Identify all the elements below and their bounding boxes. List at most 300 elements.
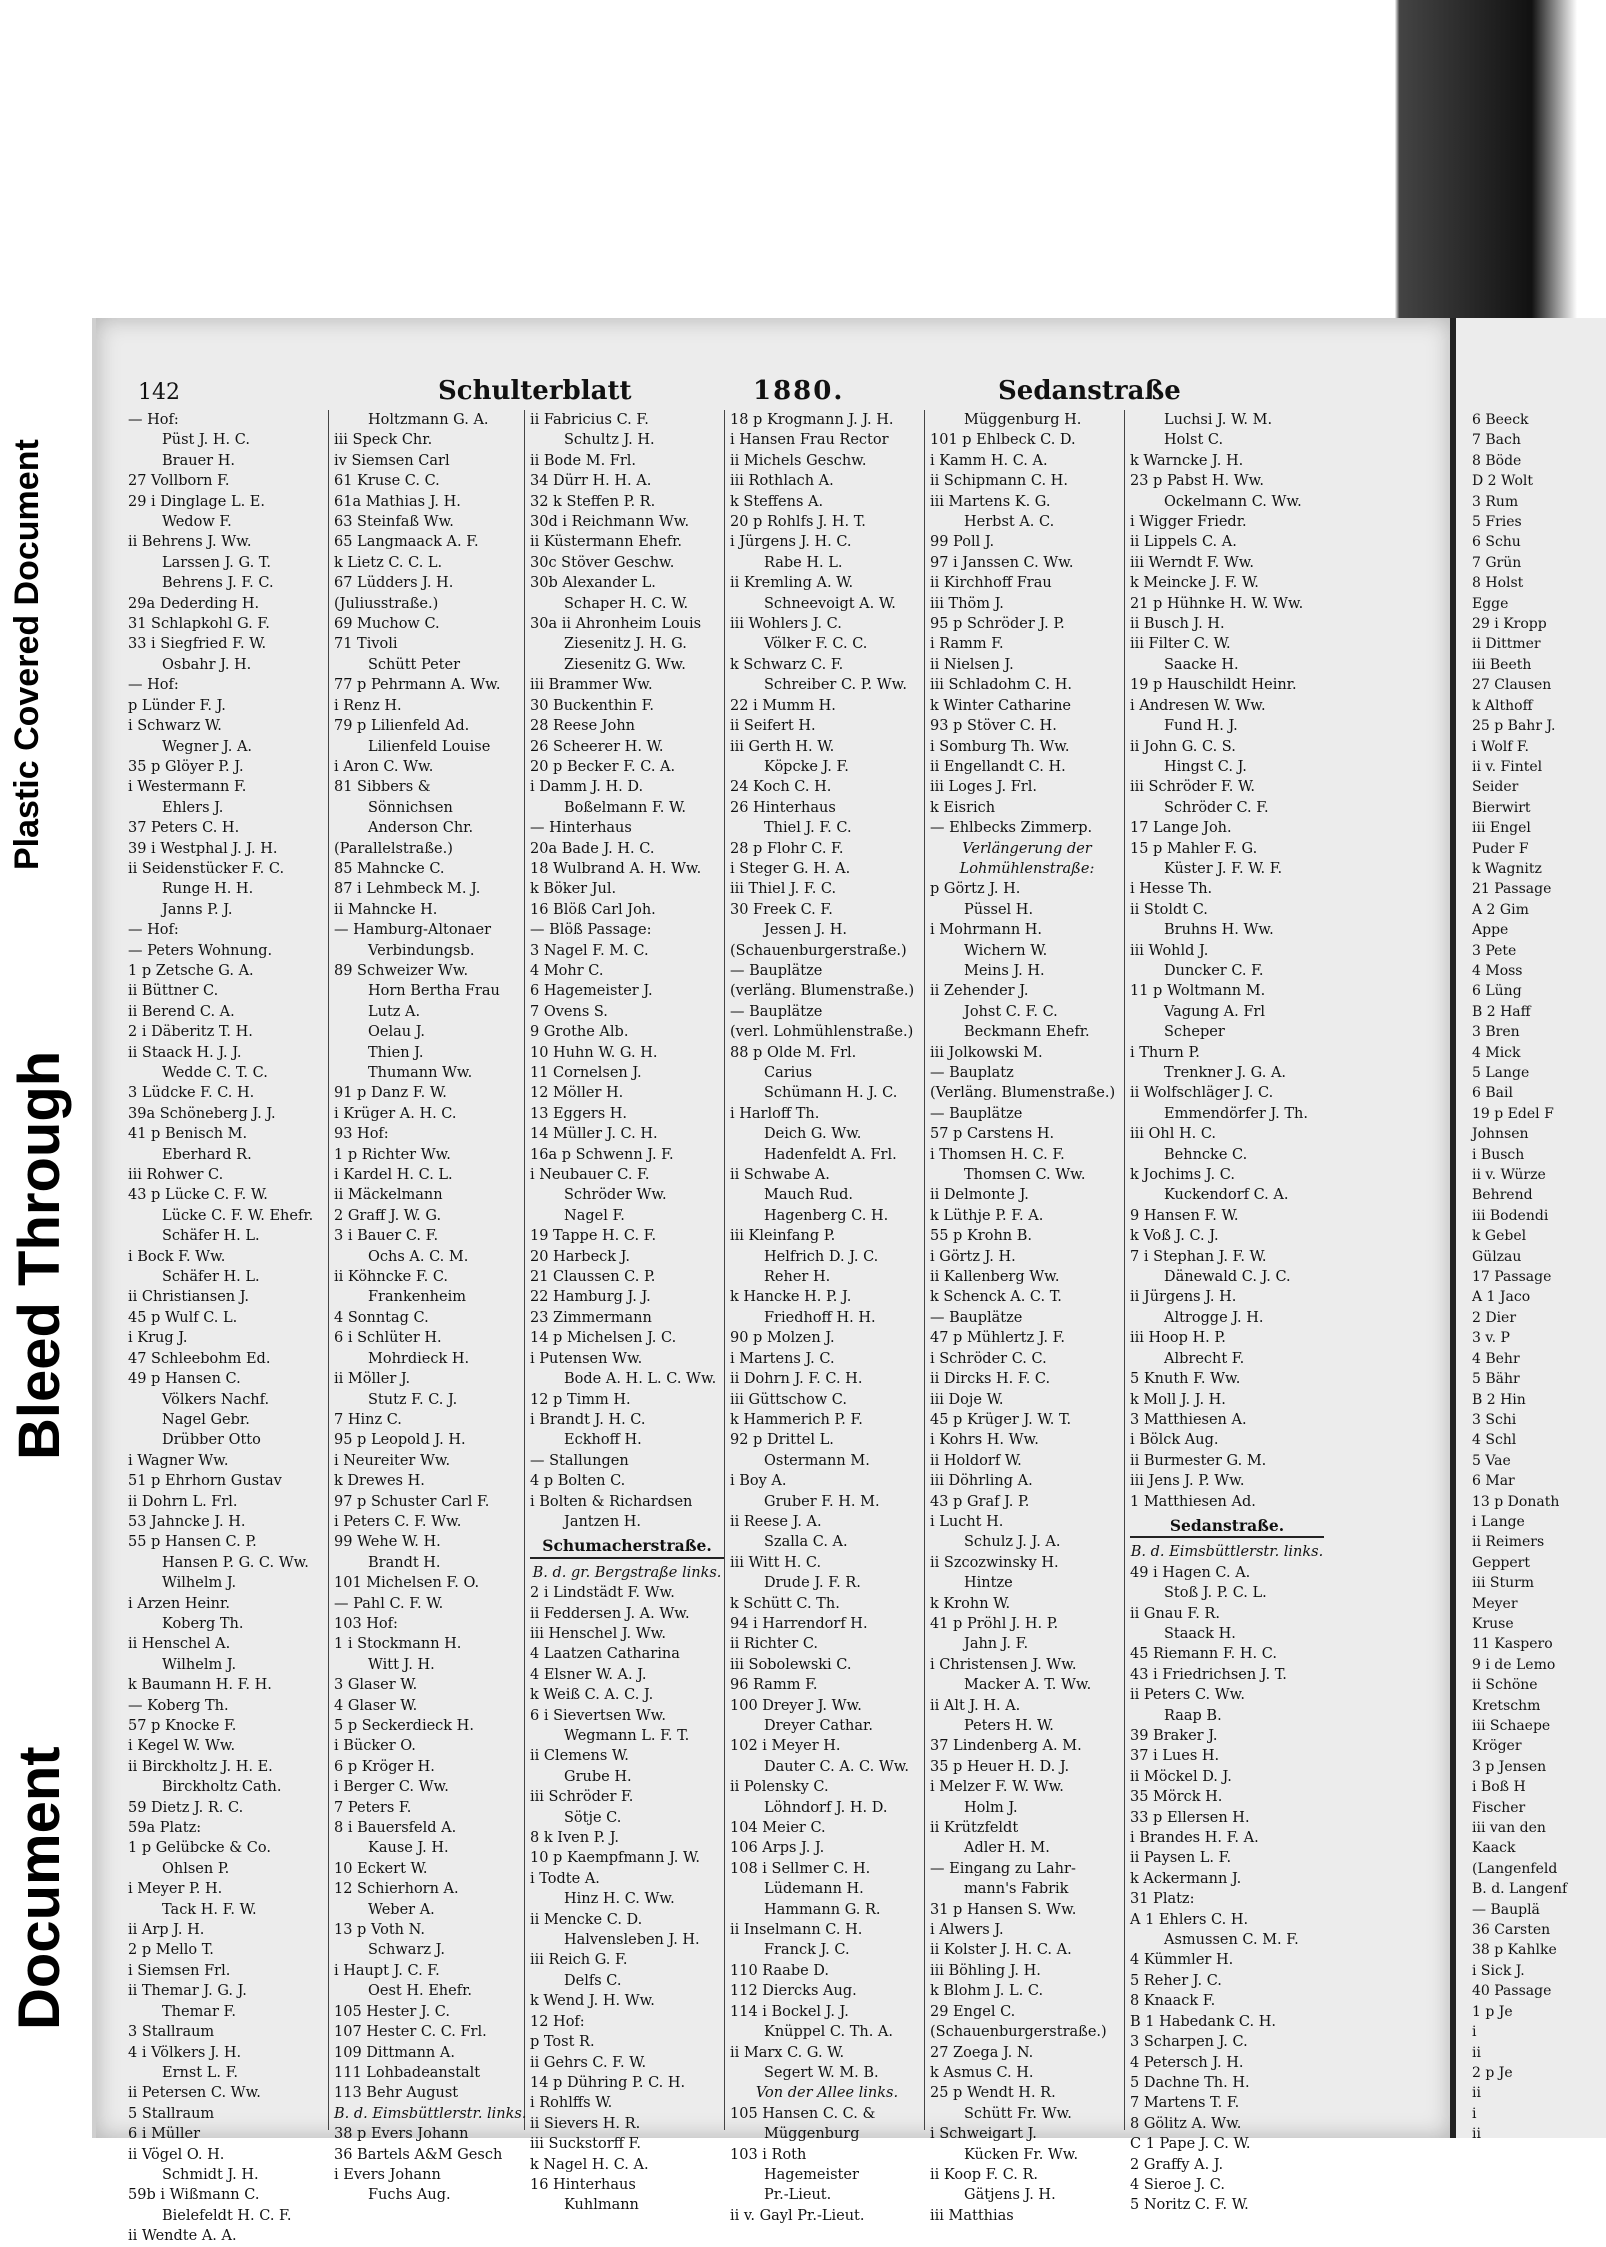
- directory-entry: 35 Mörck H.: [1130, 1789, 1223, 1806]
- adjacent-entry: Gülzau: [1472, 1248, 1522, 1265]
- directory-entry: 35 p Glöyer P. J.: [128, 758, 244, 775]
- directory-entry: 101 Michelsen F. O.: [334, 1575, 480, 1592]
- directory-entry: k Schenck A. C. T.: [930, 1289, 1062, 1306]
- directory-entry: Scheper: [1164, 1024, 1225, 1041]
- directory-entry: 39 i Westphal J. J. H.: [128, 840, 278, 857]
- directory-entry: Themar F.: [162, 2003, 236, 2020]
- section-note: Von der Allee links.: [755, 2085, 899, 2102]
- directory-entry: iii Witt H. C.: [730, 1554, 822, 1571]
- directory-entry: ii Marx C. G. W.: [730, 2044, 845, 2061]
- directory-entry: 23 p Pabst H. Ww.: [1130, 473, 1264, 490]
- directory-entry: k Hammerich P. F.: [730, 1411, 863, 1428]
- directory-entry: 71 Tivoli: [334, 636, 398, 653]
- directory-entry: Runge H. H.: [162, 881, 254, 898]
- directory-entry: Behncke C.: [1164, 1146, 1248, 1163]
- directory-entry: Hadenfeldt A. Frl.: [764, 1146, 897, 1163]
- directory-entry: 19 Tappe H. C. F.: [530, 1228, 657, 1245]
- directory-entry: 59b i Wißmann C.: [128, 2187, 260, 2204]
- adjacent-entry: ii Reimers: [1472, 1534, 1545, 1551]
- directory-entry: ii Schipmann C. H.: [930, 473, 1068, 490]
- directory-entry: Halvensleben J. H.: [564, 1932, 700, 1949]
- directory-entry: Müggenburg H.: [964, 412, 1082, 428]
- directory-entry: Peters H. W.: [964, 1718, 1054, 1734]
- directory-entry: Adler H. M.: [964, 1840, 1050, 1857]
- directory-entry: 14 Müller J. C. H.: [530, 1126, 658, 1143]
- directory-entry: 104 Meier C.: [730, 1820, 826, 1837]
- directory-entry: 14 p Michelsen J. C.: [530, 1330, 677, 1347]
- adjacent-entry: 3 Schi: [1472, 1411, 1517, 1428]
- directory-entry: 57 p Carstens H.: [930, 1126, 1055, 1143]
- directory-entry: — Hof:: [128, 677, 179, 694]
- directory-entry: 90 p Molzen J.: [730, 1330, 835, 1347]
- directory-entry: iii Böhling J. H.: [930, 1962, 1041, 1979]
- adjacent-entry: 21 Passage: [1472, 881, 1552, 898]
- directory-entry: Hammann G. R.: [764, 1901, 881, 1918]
- directory-entry: ii Nielsen J.: [930, 656, 1014, 673]
- directory-entry: Saacke H.: [1164, 656, 1239, 673]
- directory-entry: 99 Poll J.: [930, 534, 995, 551]
- directory-entry: Boßelmann F. W.: [564, 799, 686, 816]
- directory-entry: ii Mahncke H.: [334, 901, 438, 918]
- directory-entry: Mauch Rud.: [764, 1187, 854, 1204]
- directory-entry: 2 Graffy A. J.: [1130, 2156, 1224, 2173]
- directory-entry: 37 Peters C. H.: [128, 820, 240, 837]
- directory-entry: k Ackermann J.: [1130, 1870, 1242, 1887]
- page-header: [128, 376, 1188, 412]
- directory-entry: Hintze: [964, 1575, 1013, 1592]
- directory-entry: p Lünder F. J.: [128, 697, 226, 714]
- directory-entry: ii Schwabe A.: [730, 1167, 830, 1184]
- directory-entry: (Schauenburgerstraße.): [730, 942, 907, 959]
- directory-entry: Szalla C. A.: [764, 1534, 848, 1551]
- directory-entry: Gruber F. H. M.: [764, 1493, 880, 1510]
- directory-entry: Bielefeldt H. C. F.: [162, 2207, 292, 2224]
- directory-entry: ii Engellandt C. H.: [930, 758, 1066, 775]
- directory-entry: i Neureiter Ww.: [334, 1452, 451, 1469]
- adjacent-entry: Meyer: [1472, 1595, 1518, 1612]
- directory-entry: Janns P. J.: [162, 901, 233, 918]
- directory-entry: 59a Platz:: [128, 1820, 202, 1837]
- directory-entry: Horn Bertha Frau: [368, 983, 500, 1000]
- directory-entry: 3 Glaser W.: [334, 1677, 418, 1694]
- directory-entry: Brauer H.: [162, 452, 235, 469]
- directory-entry: i Todte A.: [530, 1870, 600, 1887]
- directory-entry: Dänewald C. J. C.: [1164, 1269, 1291, 1286]
- directory-entry: Fuchs Aug.: [368, 2187, 451, 2204]
- directory-entry: Ockelmann C. Ww.: [1164, 493, 1302, 510]
- directory-entry: iii Wohlers J. C.: [730, 616, 842, 633]
- directory-entry: iii Filter C. W.: [1130, 636, 1231, 653]
- directory-entry: Franck J. C.: [764, 1942, 850, 1959]
- directory-entry: Osbahr J. H.: [162, 656, 252, 673]
- directory-entry: Deich G. Ww.: [764, 1126, 862, 1143]
- directory-entry: k Hancke H. P. J.: [730, 1289, 852, 1306]
- directory-entry: ii Fabricius C. F.: [530, 412, 649, 428]
- directory-entry: Ernst L. F.: [162, 2064, 238, 2081]
- section-note: B. d. Eimsbüttlerstr. links.: [1130, 1544, 1324, 1561]
- directory-entry: 4 Sonntag C.: [334, 1309, 429, 1326]
- directory-entry: Nagel F.: [564, 1207, 625, 1224]
- directory-entry: Küster J. F. W. F.: [1164, 860, 1283, 877]
- street-heading: Sedanstraße.: [1130, 1516, 1324, 1538]
- directory-entry: 67 Lüdders J. H.: [334, 575, 454, 592]
- directory-entry: i Hesse Th.: [1130, 881, 1213, 898]
- directory-entry: 5 Dachne Th. H.: [1130, 2074, 1250, 2091]
- directory-entry: k Drewes H.: [334, 1473, 425, 1490]
- directory-entry: 8 i Bauersfeld A.: [334, 1820, 457, 1837]
- adjacent-entry: 6 Beeck: [1472, 412, 1529, 428]
- directory-entry: Behrens J. F. C.: [162, 575, 274, 592]
- directory-entry: 30a ii Ahronheim Louis: [530, 616, 702, 633]
- directory-entry: Luchsi J. W. M.: [1164, 412, 1273, 428]
- directory-entry: iii Thiel J. F. C.: [730, 881, 837, 898]
- directory-column-6: [1130, 410, 1324, 2214]
- directory-entry: i Schweigart J.: [930, 2126, 1037, 2143]
- directory-entry: 5 Reher J. C.: [1130, 1972, 1222, 1989]
- adjacent-entry: ii: [1472, 2085, 1481, 2102]
- adjacent-entry: 40 Passage: [1472, 1983, 1552, 2000]
- adjacent-entry: k Gebel: [1472, 1228, 1527, 1245]
- directory-entry: i Berger C. Ww.: [334, 1779, 449, 1796]
- directory-entry: 45 p Krüger J. W. T.: [930, 1411, 1072, 1428]
- directory-entry: Raap B.: [1164, 1707, 1222, 1724]
- directory-entry: Völkers Nachf.: [162, 1391, 270, 1408]
- directory-entry: 22 Hamburg J. J.: [530, 1289, 651, 1306]
- directory-entry: ii John G. C. S.: [1130, 738, 1236, 755]
- directory-entry: Schreiber C. P. Ww.: [764, 677, 907, 694]
- directory-entry: 4 Laatzen Catharina: [530, 1646, 680, 1663]
- adjacent-entry: 6 Lüng: [1472, 983, 1522, 1000]
- directory-entry: ii Feddersen J. A. Ww.: [530, 1605, 690, 1622]
- directory-entry: Dreyer Cathar.: [764, 1718, 873, 1734]
- directory-entry: 14 p Dühring P. C. H.: [530, 2074, 686, 2091]
- directory-entry: Stoß J. P. C. L.: [1164, 1585, 1267, 1602]
- directory-entry: ii Themar J. G. J.: [128, 1983, 247, 2000]
- directory-entry: ii Sievers H. R.: [530, 2115, 641, 2132]
- adjacent-entry: k Althoff: [1472, 697, 1533, 714]
- directory-entry: 113 Behr August: [334, 2085, 459, 2102]
- directory-entry: 15 p Mahler F. G.: [1130, 840, 1258, 857]
- adjacent-entry: i Lange: [1472, 1513, 1525, 1530]
- directory-entry: 7 Ovens S.: [530, 1003, 608, 1020]
- directory-entry: Thumann Ww.: [368, 1065, 473, 1081]
- adjacent-entry: Seider: [1472, 779, 1519, 796]
- directory-entry: i Bücker O.: [334, 1738, 416, 1755]
- directory-entry: Mohrdieck H.: [368, 1350, 470, 1367]
- adjacent-entry: 29 i Kropp: [1472, 616, 1547, 633]
- directory-entry: iii Schröder F. W.: [1130, 779, 1255, 796]
- directory-entry: ii Dircks H. F. C.: [930, 1371, 1051, 1388]
- adjacent-entry: i Wolf F.: [1472, 738, 1529, 755]
- directory-entry: — Bauplätze: [930, 1105, 1023, 1122]
- directory-entry: i Hansen Frau Rector: [730, 432, 889, 449]
- directory-entry: Friedhoff H. H.: [764, 1309, 876, 1326]
- directory-entry: ii Behrens J. Ww.: [128, 534, 252, 551]
- adjacent-entry: Fischer: [1472, 1799, 1526, 1816]
- directory-entry: 5 Noritz C. F. W.: [1130, 2197, 1249, 2214]
- directory-entry: 11 p Woltmann M.: [1130, 983, 1266, 1000]
- directory-entry: ii Büttner C.: [128, 983, 219, 1000]
- directory-entry: i Brandes H. F. A.: [1130, 1830, 1259, 1847]
- directory-entry: Koberg Th.: [162, 1615, 244, 1632]
- directory-entry: 6 p Kröger H.: [334, 1758, 435, 1775]
- directory-entry: ii Koop F. C. R.: [930, 2166, 1039, 2183]
- directory-entry: ii Seidenstücker F. C.: [128, 860, 285, 877]
- directory-entry: 91 p Danz F. W.: [334, 1085, 447, 1102]
- directory-entry: Lüdemann H.: [764, 1881, 864, 1898]
- directory-entry: ii Wendte A. A.: [128, 2228, 237, 2245]
- directory-entry: Albrecht F.: [1164, 1350, 1245, 1367]
- directory-entry: Wilhelm J.: [162, 1575, 237, 1592]
- directory-entry: 13 p Voth N.: [334, 1922, 425, 1939]
- directory-entry: p Tost R.: [530, 2034, 595, 2051]
- directory-entry: 10 Eckert W.: [334, 1860, 428, 1877]
- directory-entry: — Koberg Th.: [128, 1697, 229, 1714]
- directory-entry: 2 Graff J. W. G.: [334, 1207, 442, 1224]
- directory-entry: Sötje C.: [564, 1809, 622, 1826]
- directory-entry: ii Busch J. H.: [1130, 616, 1225, 633]
- directory-entry: 51 p Ehrhorn Gustav: [128, 1473, 282, 1490]
- directory-entry: 106 Arps J. J.: [730, 1840, 825, 1857]
- section-note: B. d. Eimsbüttlerstr. links.: [334, 2105, 527, 2122]
- directory-entry: 12 Möller H.: [530, 1085, 624, 1102]
- directory-entry: 43 p Graf J. P.: [930, 1493, 1030, 1510]
- directory-entry: i Neubauer C. F.: [530, 1167, 650, 1184]
- directory-entry: 6 i Sievertsen Ww.: [530, 1707, 666, 1724]
- directory-entry: 21 Claussen C. P.: [530, 1269, 656, 1286]
- directory-entry: Rabe H. L.: [764, 554, 843, 571]
- directory-entry: ii Petersen C. Ww.: [128, 2085, 261, 2102]
- adjacent-entry: Egge: [1472, 595, 1509, 612]
- directory-entry: 101 p Ehlbeck C. D.: [930, 432, 1076, 449]
- directory-entry: Thomsen C. Ww.: [964, 1167, 1086, 1184]
- directory-entry: Kause J. H.: [368, 1840, 449, 1857]
- directory-entry: 3 i Bauer C. F.: [334, 1228, 439, 1245]
- adjacent-entry: — Bauplä: [1472, 1901, 1540, 1918]
- directory-entry: 95 p Schröder J. P.: [930, 616, 1065, 633]
- adjacent-entry: ii: [1472, 2044, 1481, 2061]
- directory-entry: Hansen P. G. C. Ww.: [162, 1554, 309, 1571]
- directory-entry: 43 i Friedrichsen J. T.: [1130, 1666, 1287, 1683]
- directory-entry: Schmidt J. H.: [162, 2166, 259, 2183]
- directory-entry: 105 Hansen C. C. &: [730, 2105, 876, 2122]
- directory-column-5: [930, 410, 1125, 2224]
- plastic-covered-label: Plastic Covered Document: [8, 439, 46, 870]
- directory-entry: 7 i Stephan J. F. W.: [1130, 1248, 1267, 1265]
- directory-entry: 102 i Meyer H.: [730, 1738, 841, 1755]
- directory-entry: ii Vögel O. H.: [128, 2146, 225, 2163]
- directory-entry: Segert W. M. B.: [764, 2064, 879, 2081]
- directory-entry: 31 Platz:: [1130, 1891, 1195, 1908]
- directory-entry: 12 Hof:: [530, 2013, 585, 2030]
- directory-entry: i Krüger A. H. C.: [334, 1105, 457, 1122]
- directory-entry: Stutz F. C. J.: [368, 1391, 458, 1408]
- directory-entry: i Bölck Aug.: [1130, 1432, 1219, 1449]
- directory-entry: k Schwarz C. F.: [730, 656, 844, 673]
- directory-entry: Emmendörfer J. Th.: [1164, 1105, 1308, 1122]
- directory-entry: Johst C. F. C.: [964, 1003, 1058, 1020]
- directory-entry: i Siemsen Frl.: [128, 1962, 231, 1979]
- adjacent-entry: ii Dittmer: [1472, 636, 1541, 653]
- directory-entry: 65 Langmaack A. F.: [334, 534, 479, 551]
- directory-entry: Macker A. T. Ww.: [964, 1677, 1092, 1694]
- directory-entry: Ehlers J.: [162, 799, 224, 816]
- directory-entry: 96 Ramm F.: [730, 1677, 818, 1694]
- directory-entry: 20 p Becker F. C. A.: [530, 758, 676, 775]
- directory-entry: i Wigger Friedr.: [1130, 514, 1247, 531]
- directory-entry: i Damm J. H. D.: [530, 779, 644, 796]
- directory-entry: 6 Hagemeister J.: [530, 983, 653, 1000]
- directory-entry: — Bauplätze: [930, 1309, 1023, 1326]
- directory-entry: k Asmus C. H.: [930, 2064, 1034, 2081]
- directory-entry: Anderson Chr.: [368, 820, 474, 837]
- directory-entry: i Kohrs H. Ww.: [930, 1432, 1039, 1449]
- directory-entry: Jantzen H.: [564, 1513, 642, 1530]
- directory-entry: Lutz A.: [368, 1003, 421, 1020]
- adjacent-entry: i Busch: [1472, 1146, 1525, 1163]
- directory-entry: k Krohn W.: [930, 1595, 1011, 1612]
- directory-entry: Oest H. Ehefr.: [368, 1983, 473, 2000]
- adjacent-entry: 7 Grün: [1472, 554, 1522, 571]
- adjacent-entry: 7 Bach: [1472, 432, 1521, 449]
- directory-entry: 4 p Bolten C.: [530, 1473, 626, 1490]
- adjacent-entry: i: [1472, 2105, 1477, 2122]
- directory-entry: 85 Mahncke C.: [334, 860, 445, 877]
- directory-entry: iii Jolkowski M.: [930, 1044, 1043, 1061]
- directory-entry: 20a Bade J. H. C.: [530, 840, 655, 857]
- directory-entry: ii Kremling A. W.: [730, 575, 854, 592]
- directory-entry: 29a Dederding H.: [128, 595, 260, 612]
- adjacent-entry: 2 p Je: [1472, 2064, 1513, 2081]
- directory-entry: Tack H. F. W.: [162, 1901, 257, 1918]
- directory-entry: iii Schladohm C. H.: [930, 677, 1072, 694]
- directory-entry: 30 Buckenthin F.: [530, 697, 655, 714]
- adjacent-entry: 5 Lange: [1472, 1065, 1530, 1081]
- directory-entry: i Melzer F. W. Ww.: [930, 1779, 1064, 1796]
- directory-entry: (Parallelstraße.): [334, 840, 453, 857]
- directory-entry: i Peters C. F. Ww.: [334, 1513, 462, 1530]
- document-label: Document: [7, 1746, 72, 2030]
- directory-entry: Carius: [764, 1065, 813, 1081]
- directory-entry: ii Polensky C.: [730, 1779, 829, 1796]
- adjacent-entry: 8 Böde: [1472, 452, 1522, 469]
- directory-entry: 36 Bartels A&M Gesch: [334, 2146, 503, 2163]
- directory-entry: Ziesenitz G. Ww.: [564, 656, 686, 673]
- directory-entry: ii Lippels C. A.: [1130, 534, 1237, 551]
- directory-entry: Witt J. H.: [368, 1656, 435, 1673]
- directory-entry: Schröder C. F.: [1164, 799, 1269, 816]
- directory-entry: 37 Lindenberg A. M.: [930, 1738, 1082, 1755]
- directory-entry: k Baumann H. F. H.: [128, 1677, 272, 1694]
- directory-entry: 94 i Harrendorf H.: [730, 1615, 868, 1632]
- directory-entry: p Görtz J. H.: [930, 881, 1021, 898]
- directory-entry: Ziesenitz J. H. G.: [564, 636, 687, 653]
- directory-entry: 12 Schierhorn A.: [334, 1881, 459, 1898]
- directory-entry: ii Clemens W.: [530, 1748, 629, 1765]
- directory-entry: Wegmann L. F. T.: [564, 1728, 690, 1744]
- directory-entry: 21 p Hühnke H. W. Ww.: [1130, 595, 1304, 612]
- directory-entry: — Blöß Passage:: [530, 922, 652, 939]
- directory-entry: — Eingang zu Lahr-: [930, 1860, 1076, 1877]
- directory-entry: 97 p Schuster Carl F.: [334, 1493, 490, 1510]
- directory-entry: Ochs A. C. M.: [368, 1248, 469, 1265]
- directory-entry: i Bolten & Richardsen: [530, 1493, 693, 1510]
- directory-entry: (verl. Lohmühlenstraße.): [730, 1024, 914, 1041]
- directory-entry: Holst C.: [1164, 432, 1224, 449]
- directory-entry: Köpcke J. F.: [764, 758, 849, 775]
- directory-entry: Schütt Peter: [368, 656, 461, 673]
- directory-entry: 16 Blöß Carl Joh.: [530, 901, 656, 918]
- adjacent-entry: 6 Mar: [1472, 1473, 1515, 1490]
- directory-column-2: [334, 410, 527, 2204]
- directory-entry: Thiel J. F. C.: [764, 820, 852, 837]
- directory-entry: 30d i Reichmann Ww.: [530, 514, 690, 531]
- scan-margin: [0, 0, 78, 2177]
- section-note: Verlängerung der: [962, 840, 1092, 857]
- directory-entry: iii Schröder F.: [530, 1789, 634, 1806]
- adjacent-entry: 25 p Bahr J.: [1472, 718, 1556, 735]
- directory-entry: 103 Hof:: [334, 1615, 398, 1632]
- directory-entry: Trenkner J. G. A.: [1164, 1065, 1287, 1081]
- directory-entry: 69 Muchow C.: [334, 616, 440, 633]
- directory-entry: 7 Martens T. F.: [1130, 2095, 1240, 2112]
- directory-entry: i Bock F. Ww.: [128, 1248, 226, 1265]
- adjacent-entry: ii v. Würze: [1472, 1167, 1546, 1184]
- directory-entry: Schäfer H. L.: [162, 1228, 260, 1245]
- directory-entry: k Eisrich: [930, 799, 996, 816]
- directory-entry: Fund H. J.: [1164, 718, 1238, 735]
- directory-entry: 30 Freek C. F.: [730, 901, 833, 918]
- directory-entry: Eberhard R.: [162, 1146, 252, 1163]
- directory-entry: Jessen J. H.: [764, 922, 847, 939]
- directory-entry: Wedde C. T. C.: [162, 1065, 268, 1081]
- directory-entry: Wichern W.: [964, 942, 1048, 959]
- directory-entry: 20 p Rohlfs J. H. T.: [730, 514, 866, 531]
- directory-entry: 35 p Heuer H. D. J.: [930, 1758, 1070, 1775]
- directory-entry: ii v. Gayl Pr.-Lieut.: [730, 2207, 865, 2224]
- directory-entry: i Steger G. H. A.: [730, 860, 851, 877]
- directory-entry: iii Loges J. Frl.: [930, 779, 1037, 796]
- directory-entry: i Görtz J. H.: [930, 1248, 1016, 1265]
- directory-entry: mann's Fabrik: [964, 1881, 1069, 1898]
- directory-entry: ii Gehrs C. F. W.: [530, 2054, 647, 2071]
- directory-entry: 32 k Steffen P. R.: [530, 493, 656, 510]
- directory-entry: i Andresen W. Ww.: [1130, 697, 1266, 714]
- street-title-left: Schulterblatt: [438, 376, 632, 406]
- directory-entry: Gätjens J. H.: [964, 2187, 1056, 2204]
- directory-entry: ii Bode M. Frl.: [530, 452, 637, 469]
- directory-entry: ii Arp J. H.: [128, 1922, 205, 1939]
- directory-entry: k Lietz C. C. L.: [334, 554, 443, 571]
- directory-entry: 30c Stöver Geschw.: [530, 554, 675, 571]
- directory-entry: k Voß J. C. J.: [1130, 1228, 1219, 1245]
- directory-entry: ii Alt J. H. A.: [930, 1697, 1021, 1714]
- directory-entry: Altrogge J. H.: [1164, 1309, 1264, 1326]
- directory-entry: Larssen J. G. T.: [162, 554, 271, 571]
- directory-entry: iii Reich G. F.: [530, 1952, 628, 1969]
- directory-entry: iv Siemsen Carl: [334, 452, 450, 469]
- directory-entry: iii Matthias: [930, 2207, 1014, 2224]
- adjacent-entry: iii Schaepe: [1472, 1718, 1551, 1734]
- directory-entry: 33 i Siegfried F. W.: [128, 636, 267, 653]
- directory-entry: 41 p Pröhl J. H. P.: [930, 1615, 1059, 1632]
- adjacent-entry: iii Sturm: [1472, 1575, 1535, 1592]
- adjacent-entry: B 2 Hin: [1472, 1391, 1526, 1408]
- directory-entry: 95 p Leopold J. H.: [334, 1432, 466, 1449]
- directory-entry: 28 Reese John: [530, 718, 635, 735]
- directory-entry: iii Doje W.: [930, 1391, 1004, 1408]
- directory-entry: 27 Zoega J. N.: [930, 2044, 1034, 2061]
